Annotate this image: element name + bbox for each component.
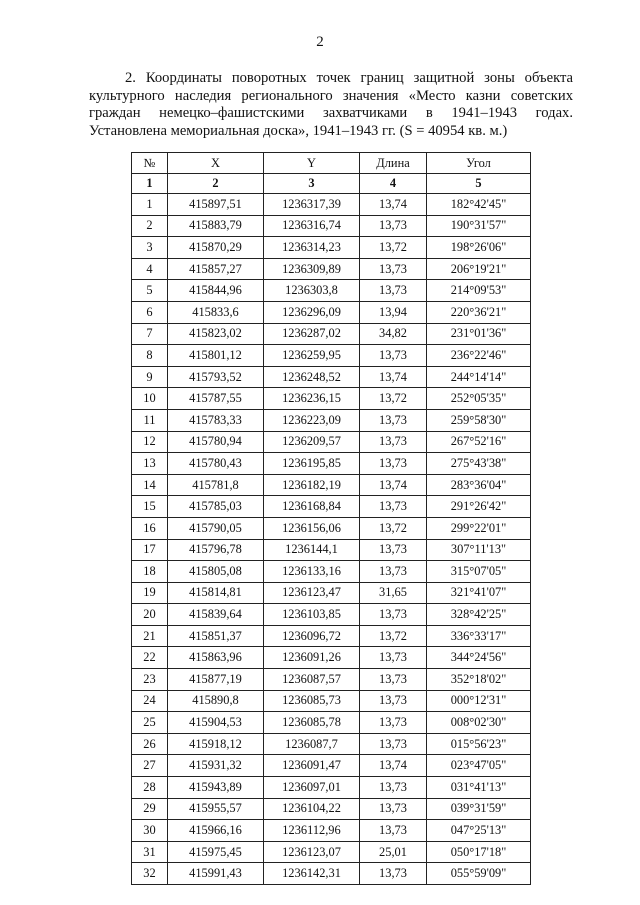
cell-point-number: 10 <box>132 388 168 410</box>
column-index-2: 2 <box>168 174 264 194</box>
cell-angle: 307°11'13" <box>427 539 531 561</box>
table-row <box>132 323 531 345</box>
cell-x: 415918,12 <box>168 733 264 755</box>
cell-y: 1236168,84 <box>264 496 360 518</box>
cell-x: 415785,03 <box>168 496 264 518</box>
cell-angle: 214°09'53" <box>427 280 531 302</box>
table-row <box>132 755 531 777</box>
table-row <box>132 474 531 496</box>
table-row <box>132 345 531 367</box>
column-index-1: 1 <box>132 174 168 194</box>
table-row <box>132 582 531 604</box>
cell-y: 1236087,7 <box>264 733 360 755</box>
cell-angle: 000°12'31" <box>427 690 531 712</box>
cell-length: 13,72 <box>360 388 427 410</box>
cell-angle: 244°14'14" <box>427 366 531 388</box>
heading-line-1: 2. Координаты поворотных точек границ защитной зоны объекта <box>125 70 573 86</box>
cell-x: 415780,94 <box>168 431 264 453</box>
cell-angle: 275°43'38" <box>427 453 531 475</box>
cell-point-number: 32 <box>132 863 168 885</box>
cell-x: 415857,27 <box>168 258 264 280</box>
cell-x: 415955,57 <box>168 798 264 820</box>
cell-angle: 299°22'01" <box>427 517 531 539</box>
cell-point-number: 18 <box>132 561 168 583</box>
cell-y: 1236236,15 <box>264 388 360 410</box>
cell-length: 13,73 <box>360 733 427 755</box>
cell-angle: 039°31'59" <box>427 798 531 820</box>
table-row <box>132 863 531 885</box>
table-row <box>132 431 531 453</box>
cell-x: 415870,29 <box>168 237 264 259</box>
cell-point-number: 6 <box>132 301 168 323</box>
cell-y: 1236133,16 <box>264 561 360 583</box>
table-row <box>132 690 531 712</box>
cell-point-number: 7 <box>132 323 168 345</box>
cell-length: 13,73 <box>360 431 427 453</box>
cell-y: 1236144,1 <box>264 539 360 561</box>
cell-y: 1236087,57 <box>264 669 360 691</box>
cell-length: 34,82 <box>360 323 427 345</box>
cell-y: 1236091,47 <box>264 755 360 777</box>
cell-x: 415780,43 <box>168 453 264 475</box>
cell-y: 1236123,07 <box>264 841 360 863</box>
cell-x: 415904,53 <box>168 712 264 734</box>
cell-y: 1236085,78 <box>264 712 360 734</box>
table-row <box>132 733 531 755</box>
cell-x: 415851,37 <box>168 625 264 647</box>
cell-y: 1236287,02 <box>264 323 360 345</box>
cell-point-number: 30 <box>132 820 168 842</box>
cell-angle: 336°33'17" <box>427 625 531 647</box>
table-row <box>132 604 531 626</box>
cell-point-number: 21 <box>132 625 168 647</box>
cell-point-number: 17 <box>132 539 168 561</box>
cell-point-number: 12 <box>132 431 168 453</box>
cell-y: 1236316,74 <box>264 215 360 237</box>
cell-y: 1236195,85 <box>264 453 360 475</box>
cell-length: 13,73 <box>360 345 427 367</box>
table-row <box>132 561 531 583</box>
table-row <box>132 409 531 431</box>
cell-length: 13,72 <box>360 237 427 259</box>
cell-x: 415796,78 <box>168 539 264 561</box>
cell-length: 25,01 <box>360 841 427 863</box>
cell-point-number: 31 <box>132 841 168 863</box>
cell-angle: 047°25'13" <box>427 820 531 842</box>
column-header-number: № <box>132 153 168 174</box>
cell-y: 1236309,89 <box>264 258 360 280</box>
column-header-length: Длина <box>360 153 427 174</box>
table-row <box>132 366 531 388</box>
cell-point-number: 28 <box>132 777 168 799</box>
heading-line-4: Установлена мемориальная доска», 1941–1943 гг. (S = 40954 кв. м.) <box>89 122 508 139</box>
cell-length: 13,73 <box>360 496 427 518</box>
cell-point-number: 4 <box>132 258 168 280</box>
cell-length: 13,73 <box>360 258 427 280</box>
cell-x: 415801,12 <box>168 345 264 367</box>
table-row <box>132 301 531 323</box>
cell-length: 13,74 <box>360 474 427 496</box>
cell-length: 13,73 <box>360 712 427 734</box>
table-row <box>132 712 531 734</box>
cell-angle: 206°19'21" <box>427 258 531 280</box>
cell-angle: 321°41'07" <box>427 582 531 604</box>
cell-y: 1236296,09 <box>264 301 360 323</box>
cell-point-number: 25 <box>132 712 168 734</box>
cell-length: 13,72 <box>360 625 427 647</box>
table-column-numbers-row <box>132 174 531 194</box>
cell-point-number: 11 <box>132 409 168 431</box>
column-header-y: Y <box>264 153 360 174</box>
table-header-row <box>132 153 531 174</box>
cell-y: 1236103,85 <box>264 604 360 626</box>
coordinates-table <box>131 152 531 885</box>
table-row <box>132 237 531 259</box>
cell-point-number: 19 <box>132 582 168 604</box>
cell-length: 13,73 <box>360 863 427 885</box>
cell-point-number: 3 <box>132 237 168 259</box>
table-row <box>132 517 531 539</box>
cell-y: 1236091,26 <box>264 647 360 669</box>
cell-y: 1236317,39 <box>264 194 360 216</box>
cell-length: 13,73 <box>360 820 427 842</box>
table-row <box>132 647 531 669</box>
cell-x: 415783,33 <box>168 409 264 431</box>
cell-point-number: 24 <box>132 690 168 712</box>
table-row <box>132 258 531 280</box>
table-row <box>132 625 531 647</box>
column-index-3: 3 <box>264 174 360 194</box>
cell-point-number: 8 <box>132 345 168 367</box>
cell-angle: 259°58'30" <box>427 409 531 431</box>
cell-length: 31,65 <box>360 582 427 604</box>
cell-y: 1236104,22 <box>264 798 360 820</box>
cell-x: 415890,8 <box>168 690 264 712</box>
table-row <box>132 280 531 302</box>
cell-x: 415883,79 <box>168 215 264 237</box>
table-row <box>132 194 531 216</box>
cell-y: 1236303,8 <box>264 280 360 302</box>
table-row <box>132 539 531 561</box>
cell-length: 13,73 <box>360 539 427 561</box>
cell-length: 13,73 <box>360 690 427 712</box>
cell-x: 415877,19 <box>168 669 264 691</box>
cell-x: 415814,81 <box>168 582 264 604</box>
cell-x: 415787,55 <box>168 388 264 410</box>
cell-point-number: 26 <box>132 733 168 755</box>
cell-x: 415781,8 <box>168 474 264 496</box>
cell-point-number: 9 <box>132 366 168 388</box>
cell-y: 1236259,95 <box>264 345 360 367</box>
cell-angle: 252°05'35" <box>427 388 531 410</box>
table-row <box>132 669 531 691</box>
cell-length: 13,73 <box>360 777 427 799</box>
table-row <box>132 841 531 863</box>
cell-angle: 050°17'18" <box>427 841 531 863</box>
cell-angle: 031°41'13" <box>427 777 531 799</box>
cell-length: 13,73 <box>360 409 427 431</box>
cell-x: 415823,02 <box>168 323 264 345</box>
cell-point-number: 5 <box>132 280 168 302</box>
cell-angle: 198°26'06" <box>427 237 531 259</box>
cell-angle: 190°31'57" <box>427 215 531 237</box>
cell-length: 13,73 <box>360 453 427 475</box>
table-row <box>132 798 531 820</box>
cell-y: 1236096,72 <box>264 625 360 647</box>
cell-point-number: 16 <box>132 517 168 539</box>
cell-x: 415839,64 <box>168 604 264 626</box>
cell-angle: 344°24'56" <box>427 647 531 669</box>
cell-point-number: 23 <box>132 669 168 691</box>
cell-angle: 015°56'23" <box>427 733 531 755</box>
cell-angle: 291°26'42" <box>427 496 531 518</box>
cell-angle: 023°47'05" <box>427 755 531 777</box>
column-header-angle: Угол <box>427 153 531 174</box>
page-number: 2 <box>316 34 324 50</box>
cell-angle: 352°18'02" <box>427 669 531 691</box>
table-row <box>132 777 531 799</box>
table-row <box>132 388 531 410</box>
cell-point-number: 14 <box>132 474 168 496</box>
cell-point-number: 13 <box>132 453 168 475</box>
cell-y: 1236248,52 <box>264 366 360 388</box>
table-body <box>132 194 531 885</box>
cell-point-number: 2 <box>132 215 168 237</box>
cell-y: 1236223,09 <box>264 409 360 431</box>
cell-y: 1236182,19 <box>264 474 360 496</box>
cell-x: 415844,96 <box>168 280 264 302</box>
cell-point-number: 27 <box>132 755 168 777</box>
cell-x: 415975,45 <box>168 841 264 863</box>
cell-point-number: 20 <box>132 604 168 626</box>
cell-length: 13,74 <box>360 366 427 388</box>
section-heading <box>89 70 573 140</box>
cell-length: 13,73 <box>360 604 427 626</box>
cell-angle: 328°42'25" <box>427 604 531 626</box>
cell-y: 1236112,96 <box>264 820 360 842</box>
cell-angle: 220°36'21" <box>427 301 531 323</box>
cell-angle: 182°42'45" <box>427 194 531 216</box>
cell-length: 13,94 <box>360 301 427 323</box>
cell-y: 1236142,31 <box>264 863 360 885</box>
table-row <box>132 453 531 475</box>
table-row <box>132 820 531 842</box>
cell-y: 1236085,73 <box>264 690 360 712</box>
cell-x: 415966,16 <box>168 820 264 842</box>
cell-length: 13,72 <box>360 517 427 539</box>
cell-x: 415931,32 <box>168 755 264 777</box>
cell-y: 1236156,06 <box>264 517 360 539</box>
column-index-4: 4 <box>360 174 427 194</box>
heading-line-2: культурного наследия регионального значения «Место казни советских <box>89 87 573 104</box>
column-index-5: 5 <box>427 174 531 194</box>
cell-angle: 267°52'16" <box>427 431 531 453</box>
cell-angle: 283°36'04" <box>427 474 531 496</box>
cell-x: 415943,89 <box>168 777 264 799</box>
cell-length: 13,73 <box>360 215 427 237</box>
cell-point-number: 22 <box>132 647 168 669</box>
cell-angle: 008°02'30" <box>427 712 531 734</box>
cell-x: 415793,52 <box>168 366 264 388</box>
cell-y: 1236209,57 <box>264 431 360 453</box>
cell-x: 415833,6 <box>168 301 264 323</box>
cell-length: 13,73 <box>360 280 427 302</box>
cell-x: 415805,08 <box>168 561 264 583</box>
cell-y: 1236314,23 <box>264 237 360 259</box>
cell-angle: 236°22'46" <box>427 345 531 367</box>
cell-x: 415991,43 <box>168 863 264 885</box>
cell-length: 13,73 <box>360 561 427 583</box>
heading-line-3: граждан немецко–фашистскими захватчиками в 1941–1943 годах. <box>89 105 573 121</box>
cell-length: 13,73 <box>360 647 427 669</box>
cell-angle: 231°01'36" <box>427 323 531 345</box>
cell-length: 13,74 <box>360 755 427 777</box>
column-header-x: X <box>168 153 264 174</box>
cell-point-number: 29 <box>132 798 168 820</box>
cell-y: 1236123,47 <box>264 582 360 604</box>
cell-x: 415897,51 <box>168 194 264 216</box>
cell-point-number: 15 <box>132 496 168 518</box>
cell-length: 13,74 <box>360 194 427 216</box>
cell-length: 13,73 <box>360 798 427 820</box>
cell-length: 13,73 <box>360 669 427 691</box>
table-row <box>132 215 531 237</box>
table-row <box>132 496 531 518</box>
cell-y: 1236097,01 <box>264 777 360 799</box>
cell-x: 415790,05 <box>168 517 264 539</box>
cell-angle: 315°07'05" <box>427 561 531 583</box>
cell-angle: 055°59'09" <box>427 863 531 885</box>
cell-point-number: 1 <box>132 194 168 216</box>
cell-x: 415863,96 <box>168 647 264 669</box>
